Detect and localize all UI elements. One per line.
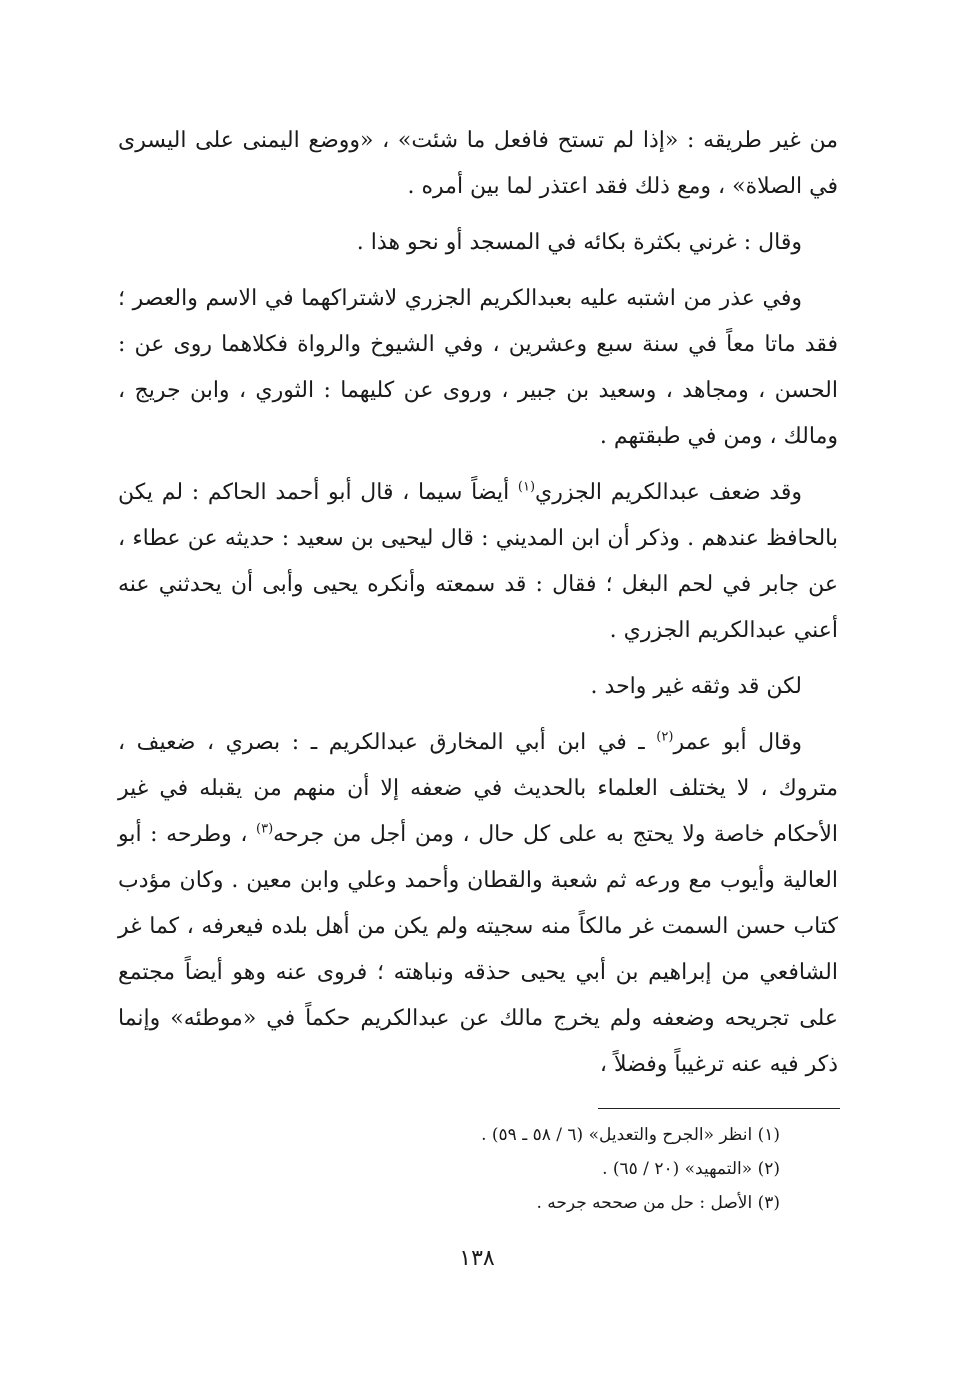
footnote-2: (٢) «التمهيد» (٢٠ / ٦٥) . — [602, 1159, 780, 1179]
footnote-1: (١) انظر «الجرح والتعديل» (٦ / ٥٨ ـ ٥٩) . — [481, 1125, 780, 1145]
page-number: ١٣٨ — [459, 1246, 495, 1271]
footnotes — [330, 1118, 780, 1220]
paragraph-6-rest: ، وطرحه : أبو العالية وأيوب مع ورعه ثم شعبة والقطان وأحمد وعلي وابن معين . وكان مؤدب كتاب حسن السمت غر مالكاً منه سجيته ولم يكن من أهل بلده فيعرفه ، كما غر الشافعي من إبراهيم بن أبي يحيى حذقه ونباهته ؛ فروى عنه وهو أيضاً مجتمع على تجريحه وضعفه ولم يخرج مالك عن عبدالكريم حكماً في «موطئه» وإنما ذكر فيه عنه ترغيباً وفضلاً ، — [118, 822, 839, 1077]
paragraph-4-start: وقد ضعف عبدالكريم الجزري — [535, 480, 803, 505]
paragraph-4-rest: أيضاً سيما ، قال أبو أحمد الحاكم : لم يكن بالحافظ عندهم . وذكر أن ابن المديني : قال ليحيى بن سعيد : حديثه عن عطاء ، عن جابر في لحم البغل ؛ فقال : قد سمعته وأنكره يحيى وأبى أن يحدثني عنه أعني عبدالكريم الجزري . — [118, 480, 838, 643]
paragraph-4 — [118, 470, 838, 654]
paragraph-5: لكن قد وثقه غير واحد . — [590, 674, 802, 699]
main-text — [118, 118, 838, 1098]
paragraph-2: وقال : غرني بكثرة بكائه في المسجد أو نحو هذا . — [356, 230, 802, 255]
footnote-ref-3: (٣) — [256, 821, 274, 837]
paragraph-6-start: وقال أبو عمر — [673, 730, 802, 755]
paragraph-6-middle: ـ في ابن أبي المخارق عبدالكريم ـ : بصري ، ضعيف ، متروك ، لا يختلف العلماء بالحديث في ضعفه إلا أن منهم من يقبله في غير الأحكام خاصة ولا يحتج به على كل حال ، ومن أجل من جرحه — [118, 730, 838, 847]
footnote-ref-1: (١) — [517, 479, 536, 495]
footnote-ref-2: (٢) — [656, 729, 674, 745]
paragraph-1: من غير طريقه : «إذا لم تستح فافعل ما شئت» ، «ووضع اليمنى على اليسرى في الصلاة» ، ومع ذلك فقد اعتذر لما بين أمره . — [118, 128, 838, 199]
footnote-divider — [598, 1108, 840, 1109]
paragraph-3: وفي عذر من اشتبه عليه بعبدالكريم الجزري لاشتراكهما في الاسم والعصر ؛ فقد ماتا معاً في سنة سبع وعشرين ، وفي الشيوخ والرواة فكلاهما روى عن : الحسن ، ومجاهد ، وسعيد بن جبير ، وروى عن كليهما : الثوري ، وابن جريج ، ومالك ، ومن في طبقتهم . — [118, 286, 838, 449]
paragraph-6 — [118, 720, 838, 1088]
footnote-3: (٣) الأصل : حل من صححه جرحه . — [536, 1193, 780, 1213]
